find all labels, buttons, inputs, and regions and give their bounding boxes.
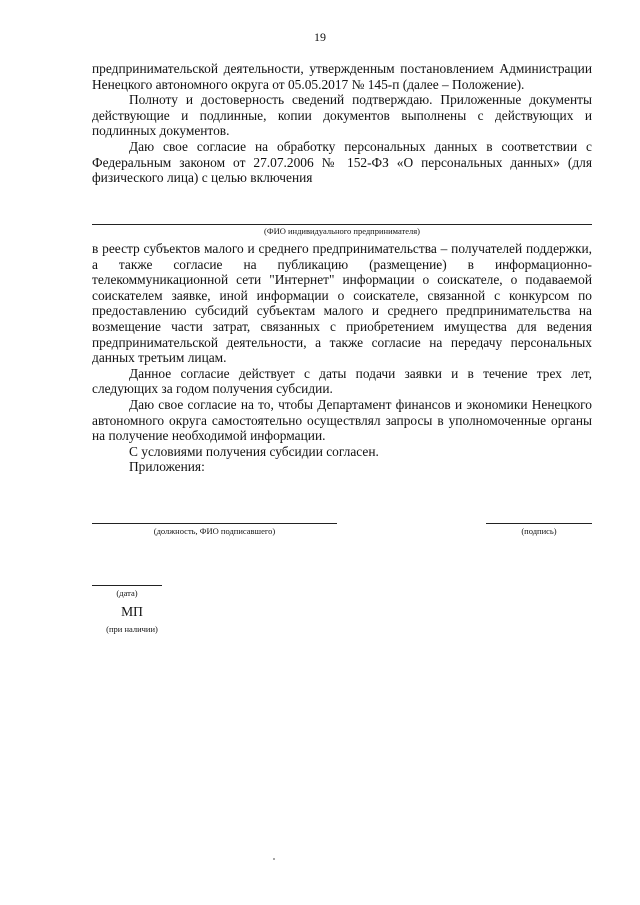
scan-speck bbox=[273, 858, 275, 860]
paragraph-regulation-reference: предпринимательской деятельности, утвержденным постановлением Администрации Ненецкого автономного округа от 05.05.2017 № 145-п (далее – Положение). bbox=[92, 61, 592, 92]
page-number: 19 bbox=[314, 30, 326, 44]
signature-line bbox=[486, 523, 592, 524]
paragraph-personal-data-consent: Даю свое согласие на обработку персональных данных в соответствии с Федеральным законом от 27.07.2006 № 152-ФЗ «О персональных данных» (для физического лица) с целью включения bbox=[92, 138, 592, 186]
paragraph-department-requests-consent: Даю свое согласие на то, чтобы Департамент финансов и экономики Ненецкого автономного округа самостоятельно осуществлял запросы в уполномоченные органы на получение необходимой информации. bbox=[92, 396, 592, 444]
paragraph-consent-validity: Данное согласие действует с даты подачи заявки и в течение трех лет, следующих за годом получения субсидии. bbox=[92, 365, 592, 397]
position-signatory-line bbox=[92, 523, 337, 524]
paragraph-conditions-agreement: С условиями получения субсидии согласен. bbox=[129, 443, 379, 459]
paragraph-registry-consent: в реестр субъектов малого и среднего предпринимательства – получателей поддержки, а также согласие на публикацию (размещение) в информационно-телекоммуникационной сети "Интернет" информации о соискателе, о подаваемой соискателем заявке, иной информации о соискателе, связанной с конкурсом по предоставлению субсидий субъектам малого и среднего предпринимательства на возмещение части затрат, связанных с приобретением имущества для ведения предпринимательской деятельности, а также согласие на передачу персональных данных третьим лицам. bbox=[92, 241, 592, 366]
date-line bbox=[92, 585, 162, 586]
position-signatory-caption: (должность, ФИО подписавшего) bbox=[153, 526, 276, 536]
stamp-label: МП bbox=[121, 604, 143, 619]
fio-caption: (ФИО индивидуального предпринимателя) bbox=[264, 226, 420, 236]
paragraph-authenticity-confirmation: Полноту и достоверность сведений подтверждаю. Приложенные документы действующие и подлинные, копии документов выполнены с действующих и подлинных документов. bbox=[92, 92, 592, 139]
consent-text-block-top bbox=[92, 61, 592, 186]
signature-caption: (подпись) bbox=[521, 526, 557, 536]
date-caption: (дата) bbox=[116, 588, 138, 598]
stamp-caption: (при наличии) bbox=[106, 624, 158, 634]
consent-text-block-bottom bbox=[92, 241, 592, 475]
paragraph-attachments: Приложения: bbox=[129, 459, 205, 475]
fio-underline bbox=[92, 224, 592, 225]
